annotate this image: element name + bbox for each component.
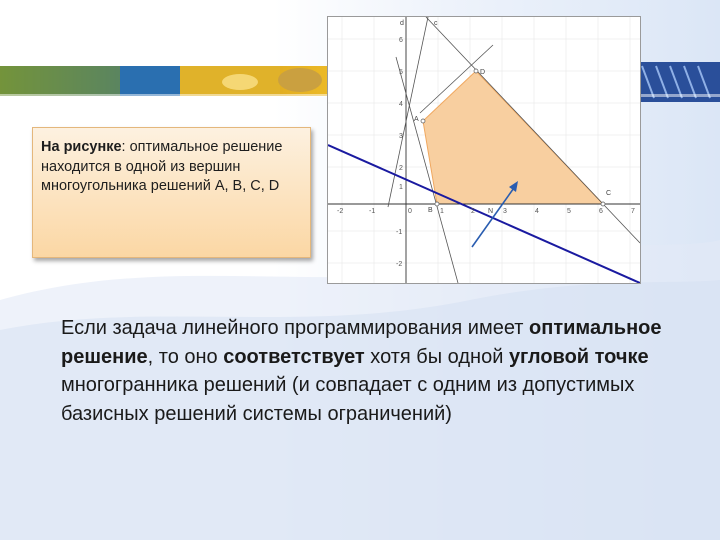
y-tick: 5 (399, 69, 403, 76)
feasible-polygon (423, 71, 603, 204)
x-tick: 5 (567, 208, 571, 215)
y-tick: 3 (399, 133, 403, 140)
main-bold-optimal: оптимальное решение (61, 317, 662, 368)
x-tick: -1 (369, 208, 376, 215)
main-bold-corresponds: соответствует (223, 345, 365, 368)
main-bold-corner: угловой точке (508, 345, 649, 368)
x-tick: 2 (471, 208, 475, 215)
line-label-d: d (400, 20, 404, 27)
callout-text: : оптимальное решение находится в одной из вершин многоугольника решений A, B, C, D (41, 139, 283, 194)
line-label-c: c (434, 20, 438, 27)
y-tick: 2 (399, 165, 403, 172)
feasible-region-graph (327, 16, 641, 284)
vertex-label-b: B (428, 207, 433, 214)
x-tick: -2 (337, 208, 344, 215)
y-tick: 1 (399, 184, 403, 191)
x-tick: 1 (440, 208, 444, 215)
callout-bold: На рисунке (41, 139, 122, 155)
main-text-2: , то оно (147, 345, 224, 368)
callout-box (32, 127, 311, 258)
x-tick: 3 (503, 208, 507, 215)
constraint-line-2 (388, 17, 428, 207)
vertex-label-d: D (480, 69, 486, 76)
main-text-3: хотя бы одной (364, 345, 509, 368)
x-tick: 7 (631, 208, 635, 215)
x-tick: 6 (599, 208, 603, 215)
y-tick: -1 (396, 229, 403, 236)
x-tick: 4 (535, 208, 539, 215)
y-tick: -2 (396, 261, 403, 268)
vertex-label-c: C (606, 190, 612, 197)
graph-svg (328, 17, 640, 283)
gradient-label: N (488, 208, 494, 215)
x-tick: 0 (408, 208, 412, 215)
y-tick: 6 (399, 37, 403, 44)
vertex-label-a: A (414, 116, 419, 123)
main-text-1: Если задача линейного программирования имеет (61, 317, 530, 339)
y-tick: 4 (399, 101, 403, 108)
main-text-4: многогранника решений (и совпадает с одним из допустимых базисных решений системы ограничений) (61, 374, 635, 425)
main-paragraph (61, 314, 681, 428)
